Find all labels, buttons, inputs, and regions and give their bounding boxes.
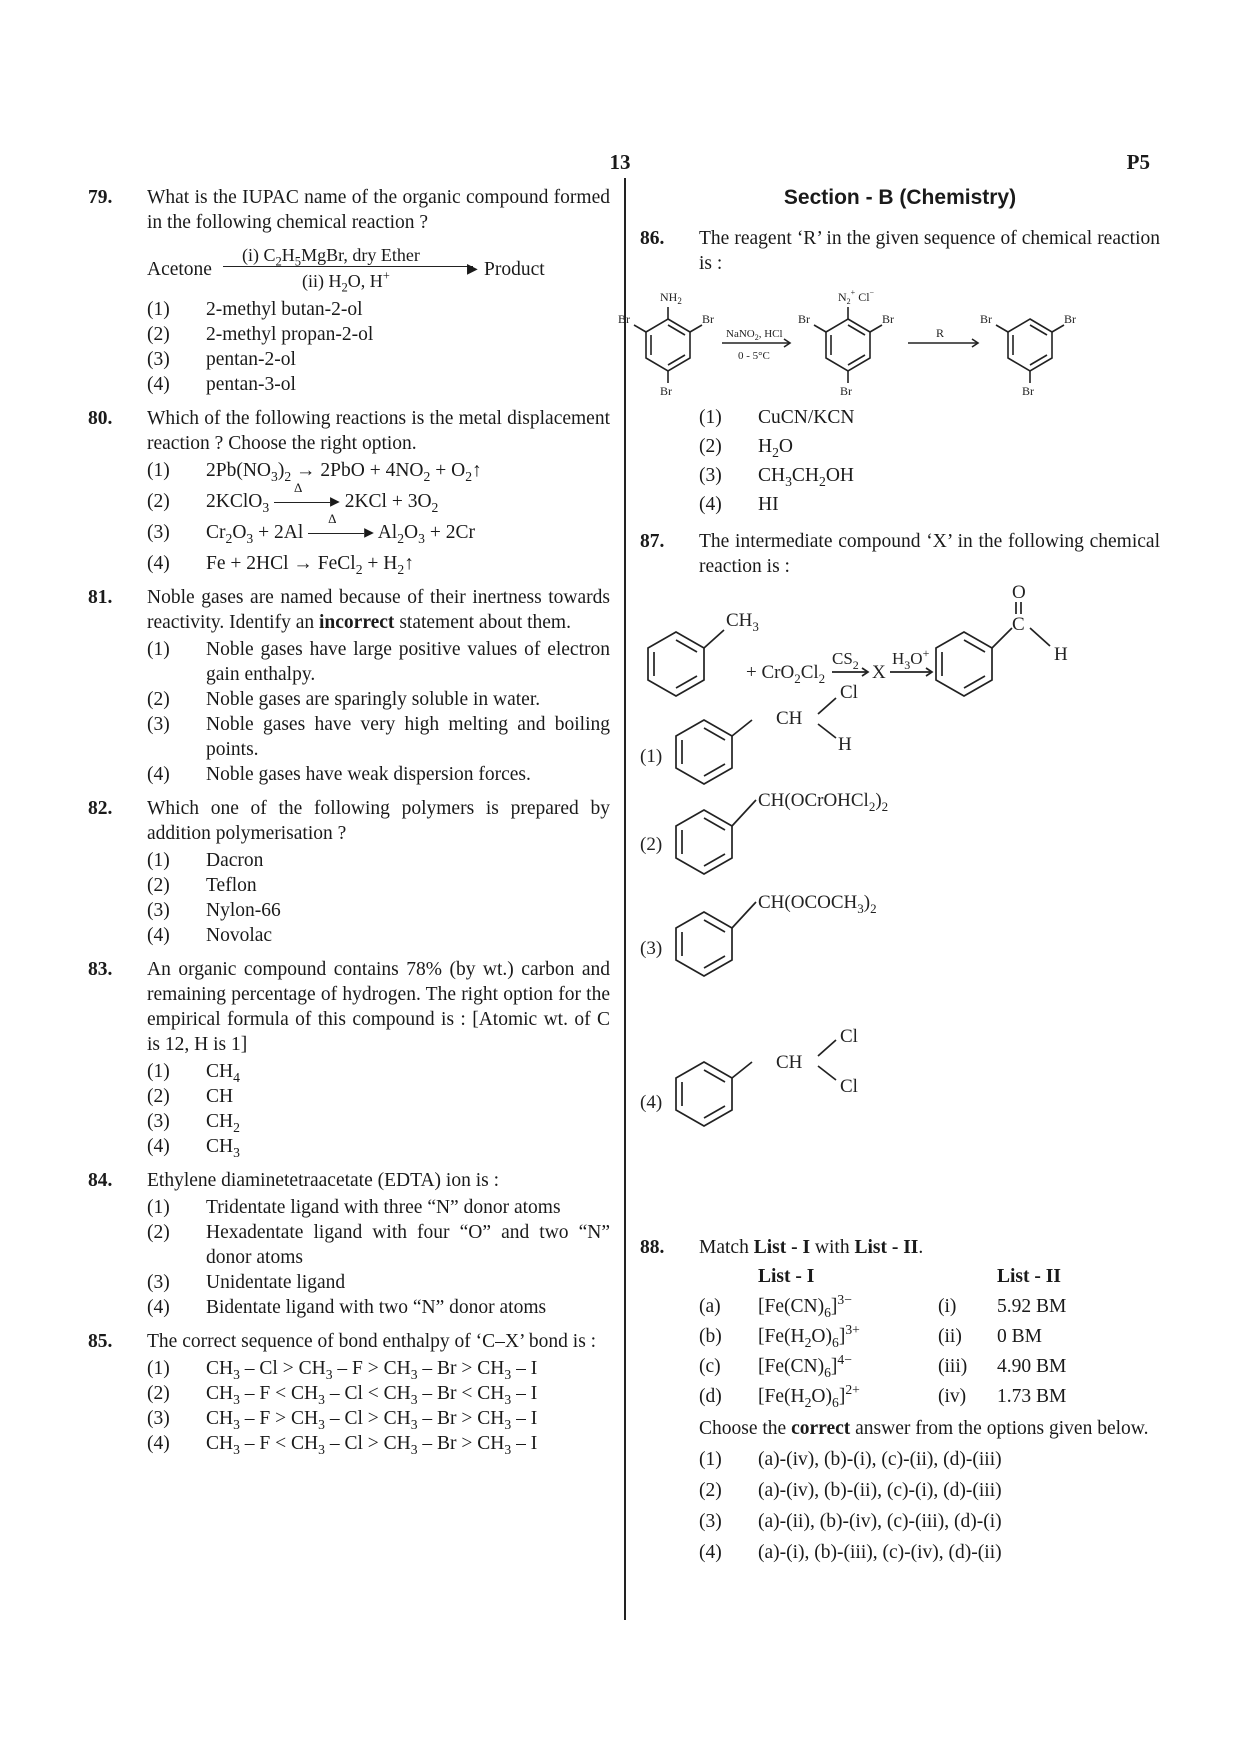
reactant-label: Acetone [147, 259, 212, 280]
question-text: Which one of the following polymers is prepared by addition polymerisation ? [147, 798, 610, 844]
option-sequence: $CH_3 - F > CH_3 - Cl > CH_3 - Br > CH_3 - I$ [206, 1408, 538, 1432]
reaction-scheme-86 [610, 281, 1160, 401]
svg-text:H: H [1054, 644, 1068, 665]
complex-formula: $[Fe(H_2O)_6]^{2+}$ [758, 1381, 860, 1410]
svg-text:H3O+: $H_3O^+$ [892, 646, 930, 672]
option-text: pentan-2-ol [206, 349, 296, 370]
list-letter: (b) [699, 1326, 722, 1347]
question-79 [88, 185, 610, 397]
option-number: (3) [147, 349, 170, 370]
question-88 [640, 1235, 1219, 1565]
option-number: (4) [147, 1433, 170, 1454]
option-text: 2-methyl butan-2-ol [206, 299, 363, 320]
option-reagent: $CH_3CH_2OH$ [758, 465, 855, 489]
option-text: Teflon [206, 875, 257, 896]
complex-formula: $[Fe(CN)_6]^{3-}$ [758, 1291, 852, 1320]
question-82 [88, 796, 610, 948]
question-87 [640, 529, 1160, 579]
option-text: (a)-(iv), (b)-(i), (c)-(ii), (d)-(iii) [758, 1449, 1002, 1470]
question-text: An organic compound contains 78% (by wt.) carbon and remaining percentage of hydrogen. The right option for the empirical formula of this compound is : [Atomic wt. of C is 12, H is 1] [147, 959, 610, 1055]
option-number: (1) [640, 746, 663, 767]
question-text: Ethylene diaminetetraacetate (EDTA) ion is : [147, 1170, 499, 1191]
option-formula: $CH_4$ [206, 1061, 240, 1085]
option-number: (2) [147, 1383, 170, 1404]
option-sequence: $CH_3 - F < CH_3 - Cl > CH_3 - Br > CH_3 - I$ [206, 1433, 538, 1457]
option-number: (1) [147, 299, 170, 320]
svg-text:CH3: $CH_3$ [726, 610, 759, 634]
svg-text:Br: Br [1064, 312, 1076, 326]
reaction-condition-top: (i) $C_2H_5MgBr$, dry Ether [242, 245, 420, 269]
svg-text:N2+ Cl−: $N_2^+$ Cl− [838, 288, 875, 306]
option-reagent: CuCN/KCN [758, 407, 855, 428]
tribromoaniline-scheme-diagram [610, 281, 1150, 401]
svg-text:H: H [838, 734, 852, 755]
magnetic-moment: 1.73 BM [997, 1386, 1067, 1407]
option-number: (4) [147, 553, 170, 574]
list-roman: (iv) [938, 1386, 967, 1407]
arrow-head-icon: ▶ [467, 262, 478, 277]
magnetic-moment: 4.90 BM [997, 1356, 1067, 1377]
match-table [699, 1262, 1066, 1412]
svg-text:Cl: Cl [840, 1026, 858, 1047]
magnetic-moment: 5.92 BM [997, 1296, 1067, 1317]
option-number: (4) [147, 764, 170, 785]
svg-text:Br: Br [660, 384, 672, 398]
option-number: (2) [640, 834, 663, 855]
svg-text:CH(OCOCH3)2: $CH(OCOCH_3)_2$ [758, 892, 877, 916]
question-text: The intermediate compound ‘X’ in the following chemical reaction is : [699, 531, 1160, 577]
right-column [618, 185, 1160, 1563]
option-reagent: HI [758, 494, 779, 515]
svg-text:Cl: Cl [840, 1076, 858, 1097]
svg-text:CH: CH [776, 708, 803, 729]
option-text: (a)-(iv), (b)-(ii), (c)-(i), (d)-(iii) [758, 1480, 1002, 1501]
question-number: 79. [88, 187, 113, 208]
option-number: (3) [147, 1408, 170, 1429]
option-number: (3) [699, 465, 722, 486]
option-sequence: $CH_3 - Cl > CH_3 - F > CH_3 - Br > CH_3 - I$ [206, 1358, 538, 1382]
option-text: (a)-(i), (b)-(iii), (c)-(iv), (d)-(ii) [758, 1542, 1002, 1563]
svg-text:+ CrO2Cl2: + $CrO_2Cl_2$ [746, 662, 826, 686]
option-text: Noble gases have weak dispersion forces. [206, 764, 531, 785]
svg-text:Br: Br [840, 384, 852, 398]
list-roman: (ii) [938, 1326, 962, 1347]
option-text: Tridentate ligand with three “N” donor atoms [206, 1197, 561, 1218]
question-number: 83. [88, 959, 113, 980]
option-text: (a)-(ii), (b)-(iv), (c)-(iii), (d)-(i) [758, 1511, 1002, 1532]
svg-text:NH2: $NH_2$ [660, 290, 682, 306]
option-text: 2-methyl propan-2-ol [206, 324, 374, 345]
question-81 [88, 585, 610, 787]
svg-text:C: C [1012, 614, 1025, 635]
question-text: Noble gases are named because of their inertness towards reactivity. Identify an incorrect statement about them. [147, 587, 610, 633]
magnetic-moment: 0 BM [997, 1326, 1042, 1347]
question-86 [640, 226, 1160, 276]
option-formula: CH [206, 1086, 234, 1107]
table-row [699, 1292, 1066, 1322]
option-number: (1) [699, 1449, 722, 1470]
complex-formula: $[Fe(H_2O)_6]^{3+}$ [758, 1321, 860, 1350]
option-number: (2) [147, 1222, 170, 1243]
option-equation: $Cr_2O_3 + 2Al$ Δ ▸ $Al_2O_3 + 2Cr$ [206, 511, 475, 546]
option-number: (2) [699, 1480, 722, 1501]
svg-text:O: O [1012, 584, 1026, 603]
option-number: (1) [147, 1061, 170, 1082]
question-86-options [640, 405, 1160, 517]
option-number: (1) [147, 1358, 170, 1379]
svg-text:Br: Br [1022, 384, 1034, 398]
option-sequence: $CH_3 - F < CH_3 - Cl < CH_3 - Br < CH_3 - I$ [206, 1383, 538, 1407]
reaction-scheme [147, 245, 610, 295]
option-text: Noble gases have very high melting and boiling points. [206, 714, 610, 760]
option-number: (3) [147, 1111, 170, 1132]
svg-text:CS2: $CS_2$ [832, 649, 859, 672]
option-text: Novolac [206, 925, 273, 946]
option-number: (4) [699, 1542, 722, 1563]
question-text: What is the IUPAC name of the organic compound formed in the following chemical reaction ? [147, 187, 610, 233]
question-number: 82. [88, 798, 113, 819]
left-column [88, 185, 610, 1465]
question-number: 85. [88, 1331, 113, 1352]
list-letter: (d) [699, 1386, 722, 1407]
list2-header: List - II [997, 1266, 1061, 1287]
option-number: (1) [147, 639, 170, 660]
question-84 [88, 1168, 610, 1320]
option-text: Unidentate ligand [206, 1272, 346, 1293]
question-text: Match List - I with List - II. [699, 1237, 924, 1258]
svg-text:0 - 5°C: 0 - 5°C [738, 350, 770, 362]
option-text: Hexadentate ligand with four “O” and two “N” donor atoms [206, 1222, 610, 1268]
question-number: 87. [640, 531, 665, 552]
option-number: (3) [147, 522, 170, 543]
option-text: Noble gases are sparingly soluble in water. [206, 689, 541, 710]
option-reagent: $H_2O$ [758, 436, 794, 460]
option-number: (1) [147, 850, 170, 871]
reaction-arrow [223, 266, 473, 267]
list1-header: List - I [758, 1266, 815, 1287]
option-equation: $2Pb(NO_3)_2 \to 2PbO + 4NO_2$ + $O_2↑$ [206, 460, 482, 484]
option-number: (4) [699, 494, 722, 515]
option-text: Bidentate ligand with two “N” donor atoms [206, 1297, 547, 1318]
table-row [699, 1382, 1066, 1412]
table-row [699, 1322, 1066, 1352]
svg-text:Cl: Cl [840, 682, 858, 703]
option-number: (3) [147, 1272, 170, 1293]
option-number: (3) [640, 938, 663, 959]
option-number: (4) [147, 1136, 170, 1157]
svg-text:Br: Br [882, 312, 894, 326]
svg-text:CH(OCrOHCl2)2: $CH(OCrOHCl_2)_2$ [758, 790, 889, 814]
reagent-r-label: R [936, 326, 945, 340]
option-equation: Fe + 2HCl → FeCl$_2$ + $H_2↑$ [206, 553, 414, 577]
question-number: 81. [88, 587, 113, 608]
question-83 [88, 957, 610, 1159]
option-number: (4) [640, 1092, 663, 1113]
option-number: (2) [699, 436, 722, 457]
choose-instruction: Choose the correct answer from the options given below. [699, 1418, 1149, 1439]
section-title: Section - B (Chemistry) [783, 186, 1017, 209]
svg-text:Br: Br [980, 312, 992, 326]
svg-text:Br: Br [618, 312, 630, 326]
complex-formula: $[Fe(CN)_6]^{4-}$ [758, 1351, 852, 1380]
svg-text:X: X [872, 662, 886, 683]
option-formula: $CH_2$ [206, 1111, 240, 1135]
question-text: Which of the following reactions is the metal displacement reaction ? Choose the right option. [147, 408, 610, 454]
question-number: 86. [640, 228, 665, 249]
option-number: (4) [147, 374, 170, 395]
option-number: (3) [147, 714, 170, 735]
option-number: (1) [147, 1197, 170, 1218]
option-number: (3) [699, 1511, 722, 1532]
option-text: Nylon-66 [206, 900, 281, 921]
option-number: (2) [147, 689, 170, 710]
option-number: (3) [147, 900, 170, 921]
reaction-condition-bottom: (ii) $H_2O$, H+ [302, 268, 390, 295]
question-80 [88, 406, 610, 576]
option-number: (2) [147, 875, 170, 896]
question-text: The correct sequence of bond enthalpy of ‘C–X’ bond is : [147, 1331, 597, 1352]
option-number: (4) [147, 1297, 170, 1318]
option-number: (2) [147, 491, 170, 512]
option-number: (2) [147, 1086, 170, 1107]
page-number: 13 [609, 150, 631, 174]
question-number: 84. [88, 1170, 113, 1191]
option-number: (1) [147, 460, 170, 481]
option-formula: $CH_3$ [206, 1136, 240, 1160]
question-number: 88. [640, 1237, 665, 1258]
option-text: pentan-3-ol [206, 374, 296, 395]
option-text: Dacron [206, 850, 264, 871]
table-row [699, 1352, 1066, 1382]
svg-text:CH: CH [776, 1052, 803, 1073]
list-letter: (a) [699, 1296, 721, 1317]
question-number: 80. [88, 408, 113, 429]
option-text: Noble gases have large positive values of electron gain enthalpy. [206, 639, 610, 685]
option-number: (1) [699, 407, 722, 428]
product-label: Product [484, 259, 545, 280]
option-number: (4) [147, 925, 170, 946]
svg-text:Br: Br [798, 312, 810, 326]
list-roman: (iii) [938, 1356, 968, 1377]
list-letter: (c) [699, 1356, 721, 1377]
paper-code: P5 [1126, 150, 1150, 174]
option-number: (2) [147, 324, 170, 345]
svg-text:Br: Br [702, 312, 714, 326]
list-roman: (i) [938, 1296, 957, 1317]
option-equation: 2KClO$_3$ Δ ▸ $2KCl + 3O_2$ [206, 480, 439, 515]
svg-text:NaNO2, HCl: NaNO$_2$, HCl [726, 328, 783, 342]
question-text: The reagent ‘R’ in the given sequence of chemical reaction is : [699, 228, 1160, 274]
question-85 [88, 1329, 610, 1456]
